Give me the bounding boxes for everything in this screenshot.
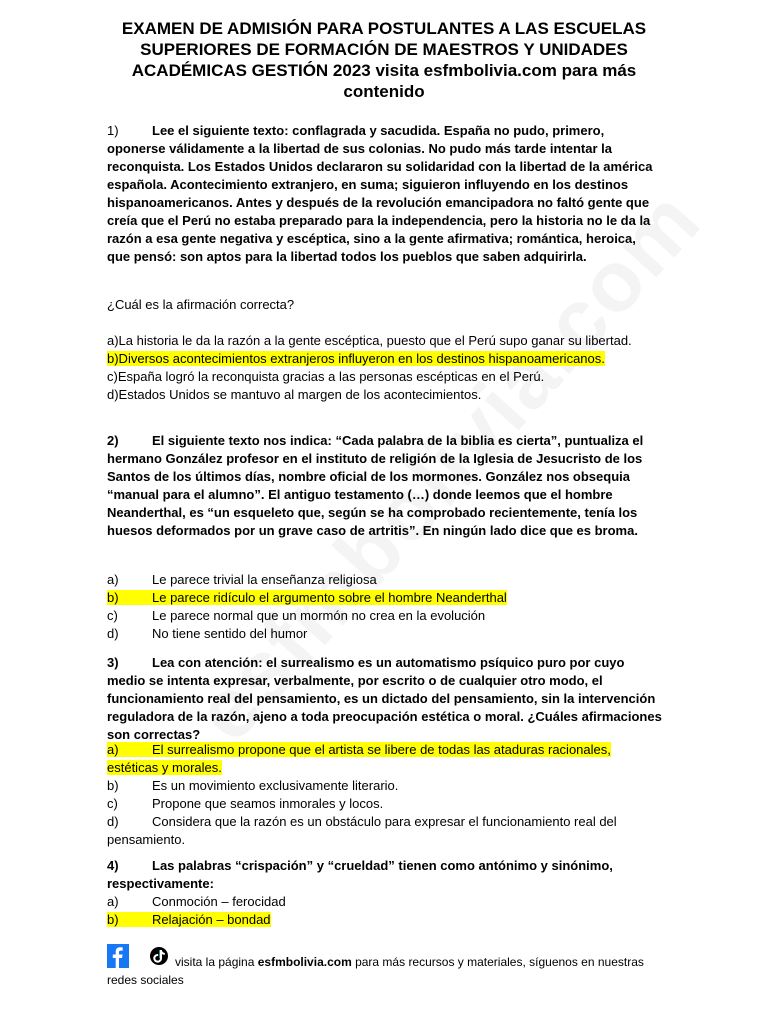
- option-a[interactable]: a) Conmoción – ferocidad: [107, 894, 286, 909]
- question-1-prompt: ¿Cuál es la afirmación correcta?: [107, 297, 295, 312]
- question-number: 4): [107, 858, 119, 873]
- question-3: [107, 654, 662, 744]
- question-text: Lea con atención: el surrealismo es un automatismo psíquico puro por cuyo medio se intenta expresar, verbalmente, por escrito o de cualquier otro modo, el funcionamiento real del pensamiento, es un dictado del pensamiento, sin la intervención reguladora de la razón, ajeno a toda preocupación estética o moral. ¿Cuáles afirmaciones son correctas?: [107, 655, 662, 742]
- question-number: 2): [107, 433, 119, 448]
- question-1-options: [107, 332, 662, 404]
- option-d[interactable]: d) No tiene sentido del humor: [107, 626, 308, 641]
- option-c[interactable]: c)España logró la reconquista gracias a las personas escépticas en el Perú.: [107, 369, 545, 384]
- page-title: EXAMEN DE ADMISIÓN PARA POSTULANTES A LAS ESCUELAS SUPERIORES DE FORMACIÓN DE MAESTROS Y UNIDADES ACADÉMICAS GESTIÓN 2023 visita esfmbolivia.com para más contenido: [121, 19, 647, 101]
- question-2-options: [107, 571, 662, 643]
- option-a[interactable]: a)La historia le da la razón a la gente escéptica, puesto que el Perú supo ganar su libertad.: [107, 333, 632, 348]
- question-number: 1): [107, 123, 119, 138]
- question-3-options: [107, 741, 662, 849]
- option-a[interactable]: a) Le parece trivial la enseñanza religiosa: [107, 572, 377, 587]
- footer-text: visita la página esfmbolivia.com para más recursos y materiales, síguenos en nuestras redes sociales: [107, 955, 644, 987]
- question-number: 3): [107, 655, 119, 670]
- option-b[interactable]: b) Es un movimiento exclusivamente literario.: [107, 778, 399, 793]
- option-a-correct[interactable]: a) El surrealismo propone que el artista se libere de todas las ataduras racionales, estéticas y morales.: [107, 742, 611, 775]
- question-4-options: [107, 893, 662, 929]
- option-b-correct[interactable]: b) Le parece ridículo el argumento sobre el hombre Neanderthal: [107, 590, 507, 605]
- option-d[interactable]: d) Considera que la razón es un obstáculo para expresar el funcionamiento real del pensamiento.: [107, 814, 617, 847]
- question-text: Las palabras “crispación” y “crueldad” tienen como antónimo y sinónimo, respectivamente:: [107, 858, 613, 891]
- question-text: El siguiente texto nos indica: “Cada palabra de la biblia es cierta”, puntualiza el hermano González profesor en el instituto de religión de la Iglesia de Jesucristo de los Santos de los últimos días, nombre oficial de los mormones. González nos obsequia “manual para el alumno”. El antiguo testamento (…) donde leemos que el hombre Neanderthal, es “un esqueleto que, según se ha comprobado recientemente, tenía los huesos deformados por un grave caso de artritis”. En ningún lado dice que es broma.: [107, 433, 644, 538]
- question-1: [107, 122, 662, 266]
- question-4: [107, 857, 662, 893]
- option-b-correct[interactable]: b)Diversos acontecimientos extranjeros influyeron en los destinos hispanoamericanos.: [107, 351, 605, 366]
- question-text: Lee el siguiente texto: conflagrada y sacudida. España no pudo, primero, oponerse válidamente a la libertad de sus colonias. No pudo más tarde intentar la reconquista. Los Estados Unidos declararon su solidaridad con la libertad de la américa española. Acontecimiento extranjero, en suma; siguieron influyendo en los destinos hispanoamericanos. Antes y después de la revolución emancipadora no faltó gente que creía que el Perú no estaba preparado para la independencia, pero la historia no le da la razón a esa gente negativa y escéptica, sino a la gente afirmativa; romántica, heroica, que pensó: son aptos para la libertad todos los pueblos que saben adquirirla.: [107, 123, 653, 264]
- question-2: [107, 432, 662, 540]
- option-c[interactable]: c) Le parece normal que un mormón no crea en la evolución: [107, 608, 486, 623]
- option-d[interactable]: d)Estados Unidos se mantuvo al margen de los acontecimientos.: [107, 387, 482, 402]
- footer-site-link[interactable]: esfmbolivia.com: [257, 955, 352, 969]
- option-c[interactable]: c) Propone que seamos inmorales y locos.: [107, 796, 384, 811]
- option-b-correct[interactable]: b) Relajación – bondad: [107, 912, 271, 927]
